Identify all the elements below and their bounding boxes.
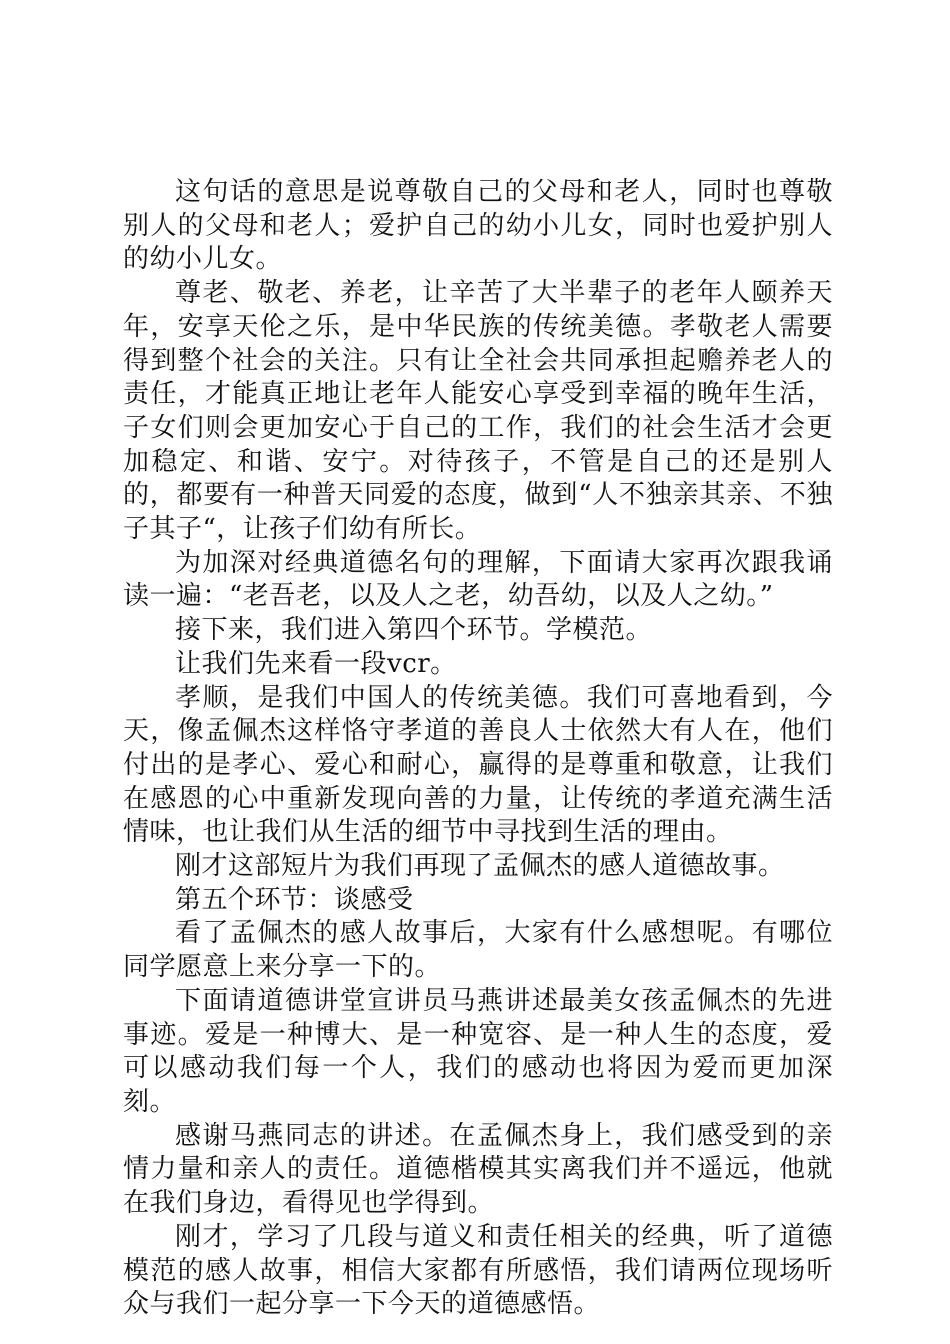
paragraph: 看了孟佩杰的感人故事后，大家有什么感想呢。有哪位同学愿意上来分享一下的。 — [123, 918, 833, 983]
paragraph: 为加深对经典道德名句的理解，下面请大家再次跟我诵读一遍：“老吾老，以及人之老，幼吾幼，以及人之幼。” — [123, 547, 833, 612]
paragraph: 让我们先来看一段vcr。 — [175, 648, 457, 679]
paragraph: 孝顺，是我们中国人的传统美德。我们可喜地看到，今天，像孟佩杰这样恪守孝道的善良人士依然大有人在，他们付出的是孝心、爱心和耐心，赢得的是尊重和敬意，让我们在感恩的心中重新发现向善的力量，让传统的孝道充满生活情味，也让我们从生活的细节中寻找到生活的理由。 — [123, 682, 833, 848]
paragraph: 刚才，学习了几段与道义和责任相关的经典，听了道德模范的感人故事，相信大家都有所感悟，我们请两位现场听众与我们一起分享一下今天的道德感悟。 — [123, 1221, 833, 1320]
document-body — [123, 176, 833, 1322]
paragraph: 刚才这部短片为我们再现了孟佩杰的感人道德故事。 — [175, 851, 785, 882]
paragraph: 感谢马燕同志的讲述。在孟佩杰身上，我们感受到的亲情力量和亲人的责任。道德楷模其实离我们并不遥远，他就在我们身边，看得见也学得到。 — [123, 1120, 833, 1219]
paragraph: 这句话的意思是说尊敬自己的父母和老人，同时也尊敬别人的父母和老人；爱护自己的幼小儿女，同时也爱护别人的幼小儿女。 — [123, 177, 833, 275]
paragraph: 尊老、敬老、养老，让辛苦了大半辈子的老年人颐养天年，安享天伦之乐，是中华民族的传统美德。孝敬老人需要得到整个社会的关注。只有让全社会共同承担起赡养老人的责任，才能真正地让老年人能安心享受到幸福的晚年生活，子女们则会更加安心于自己的工作，我们的社会生活才会更加稳定、和谐、安宁。对待孩子，不管是自己的还是别人的，都要有一种普天同爱的态度，做到“人不独亲其亲、不独子其子“，让孩子们幼有所长。 — [123, 278, 833, 545]
paragraph: 第五个环节：谈感受 — [175, 884, 414, 915]
paragraph: 下面请道德讲堂宣讲员马燕讲述最美女孩孟佩杰的先进事迹。爱是一种博大、是一种宽容、是一种人生的态度，爱可以感动我们每一个人，我们的感动也将因为爱而更加深刻。 — [123, 985, 833, 1117]
paragraph: 接下来，我们进入第四个环节。学模范。 — [175, 615, 653, 646]
